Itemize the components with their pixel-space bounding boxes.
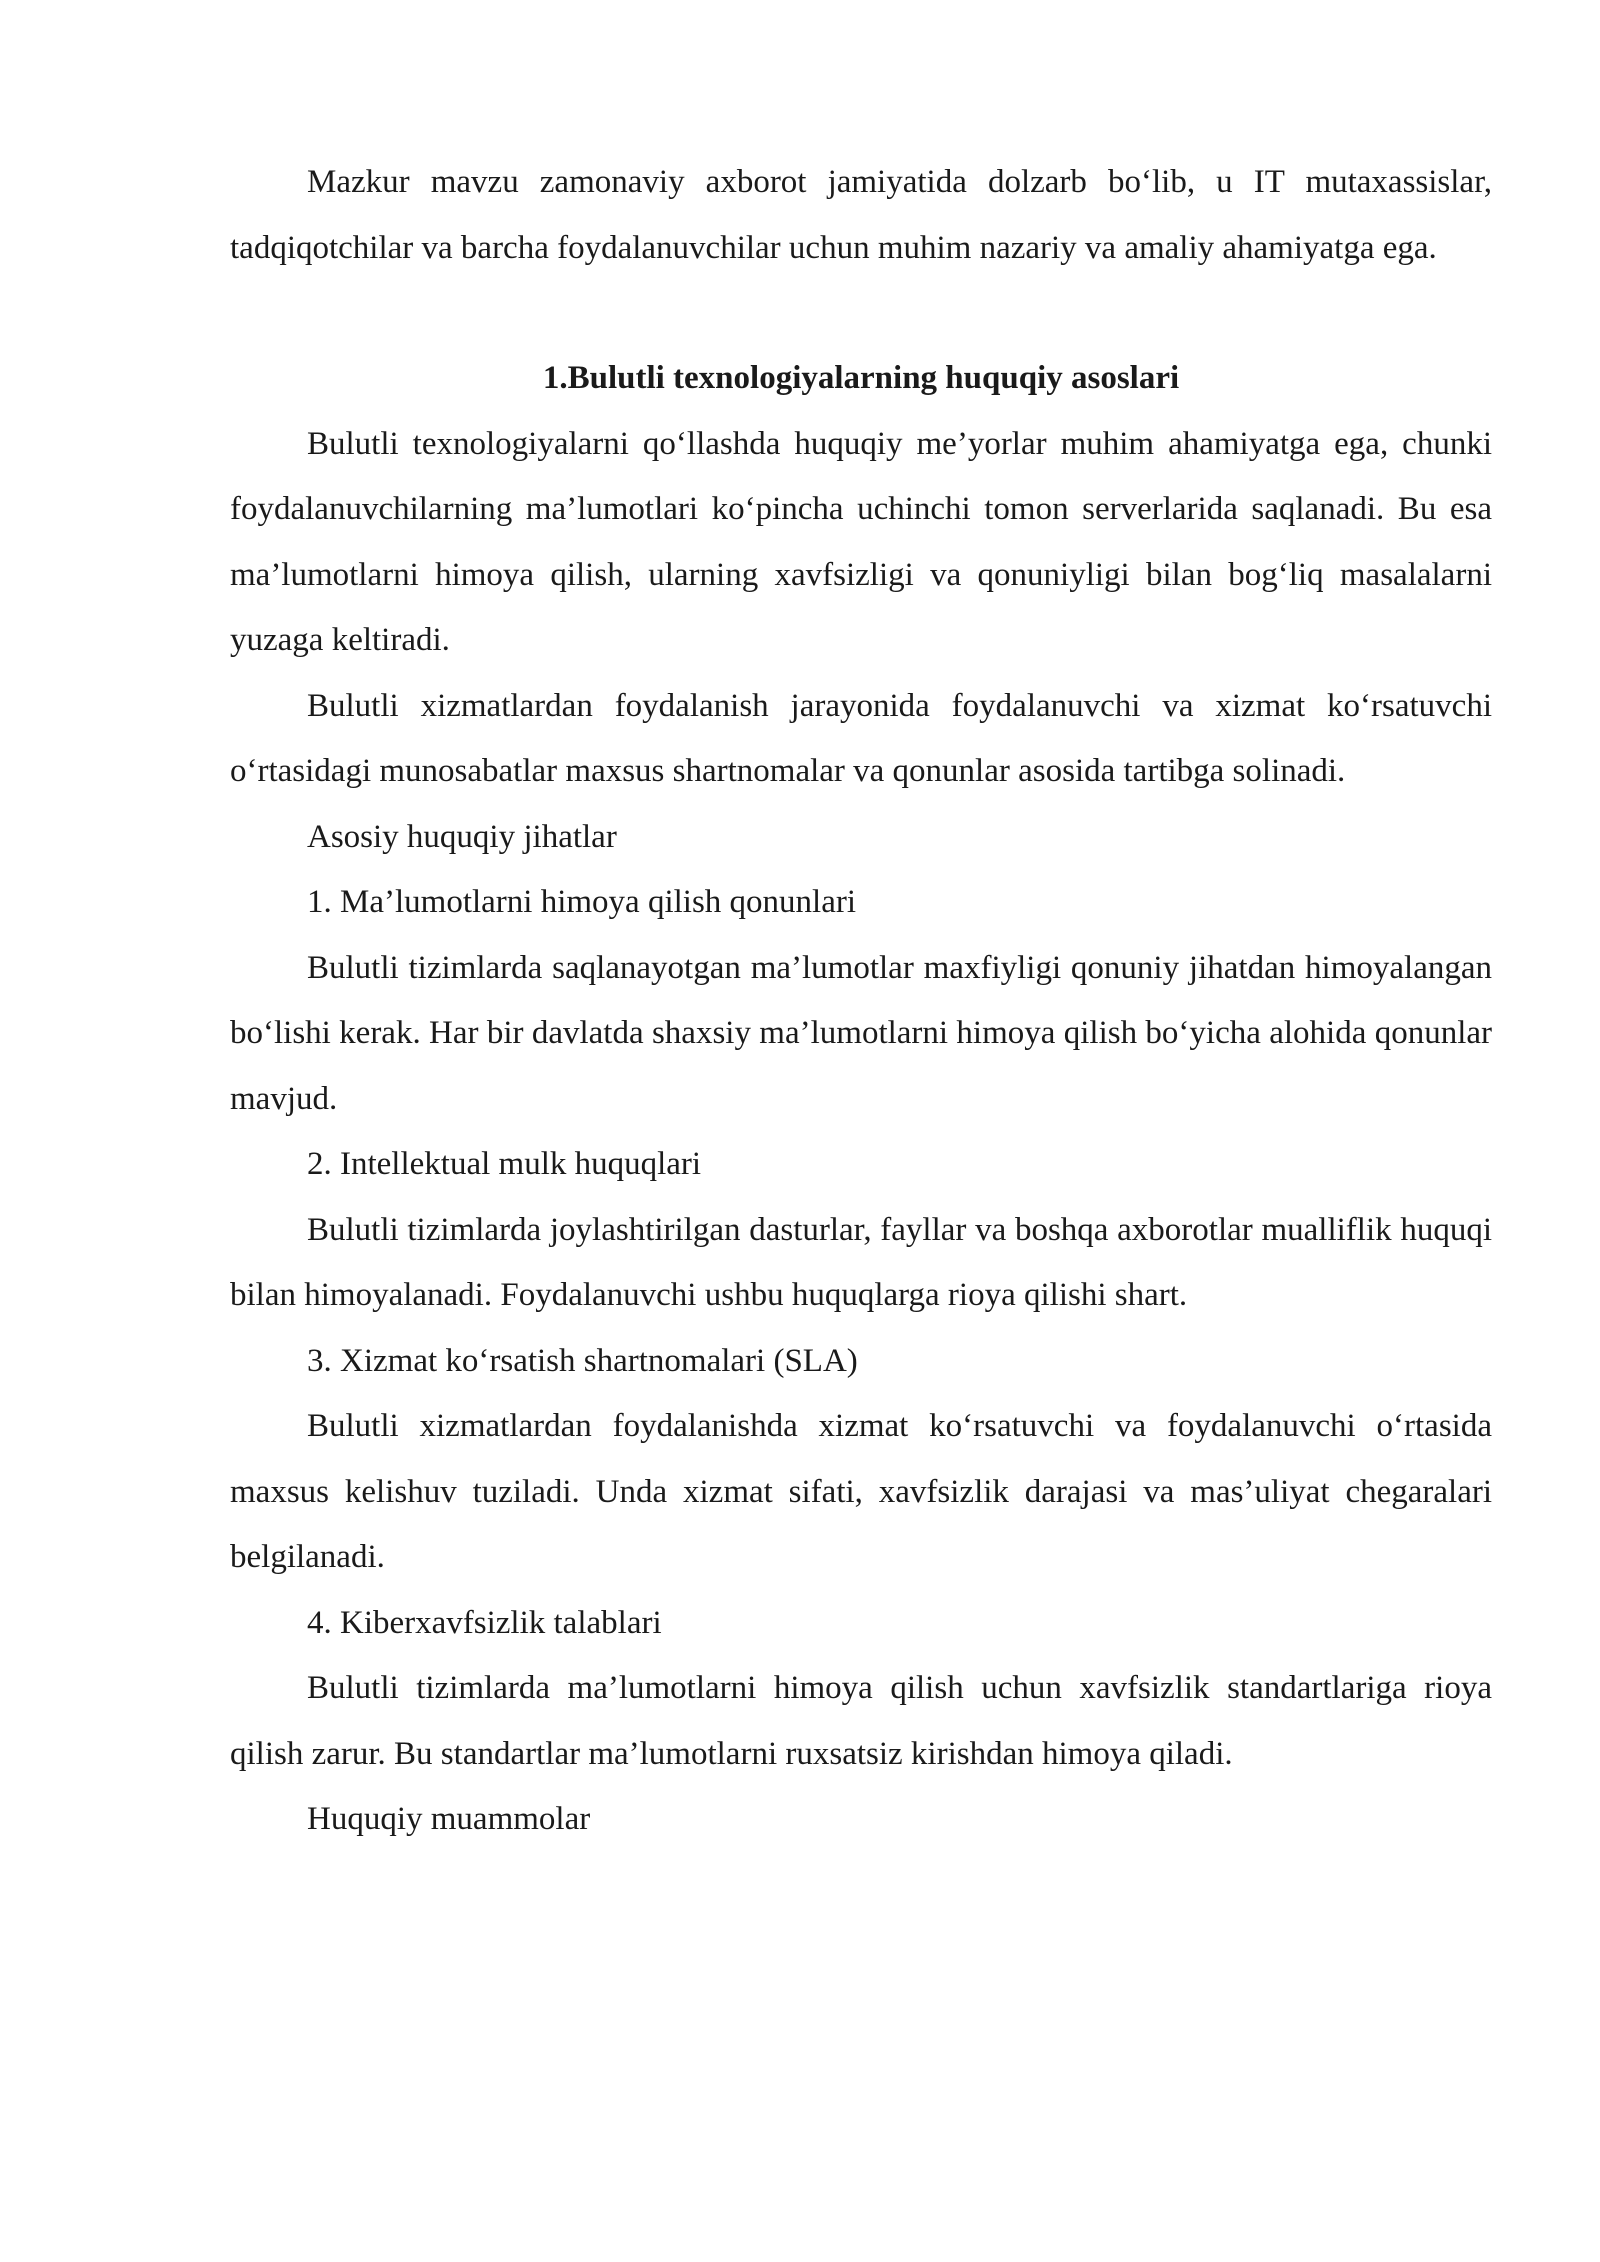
section-paragraph-1: Bulutli texnologiyalarni qo‘llashda huquqiy me’yorlar muhim ahamiyatga ega, chunki foydalanuvchilarning ma’lumotlari ko‘pincha uchinchi tomon serverlarida saqlanadi. Bu esa ma’lumotlarni himoya qilish, ularning xavfsizligi va qonuniyligi bilan bog‘liq masalalarni yuzaga keltiradi. (230, 425, 1492, 658)
item-body-1: Bulutli tizimlarda saqlanayotgan ma’lumotlar maxfiyligi qonuniy jihatdan himoyalangan bo‘lishi kerak. Har bir davlatda shaxsiy ma’lumotlarni himoya qilish bo‘yicha alohida qonunlar mavjud. (230, 949, 1492, 1117)
item-body-4: Bulutli tizimlarda ma’lumotlarni himoya qilish uchun xavfsizlik standartlariga rioya qilish zarur. Bu standartlar ma’lumotlarni ruxsatsiz kirishdan himoya qiladi. (230, 1670, 1492, 1772)
spacer (230, 281, 1492, 346)
section-paragraph-2: Bulutli xizmatlardan foydalanish jarayonida foydalanuvchi va xizmat ko‘rsatuvchi o‘rtasidagi munosabatlar maxsus shartnomalar va qonunlar asosida tartibga solinadi. (230, 687, 1492, 789)
item-body-3: Bulutli xizmatlardan foydalanishda xizmat ko‘rsatuvchi va foydalanuvchi o‘rtasida maxsus kelishuv tuziladi. Unda xizmat sifati, xavfsizlik darajasi va mas’uliyat chegaralari belgilanadi. (230, 1408, 1492, 1575)
item-title-3: 3. Xizmat ko‘rsatish shartnomalari (SLA) (307, 1342, 858, 1379)
item-title-2: 2. Intellektual mulk huquqlari (307, 1146, 702, 1182)
problems-title: Huquqiy muammolar (307, 1801, 591, 1837)
aspects-title: Asosiy huquqiy jihatlar (307, 818, 617, 855)
document-page (230, 150, 1492, 1853)
item-title-4: 4. Kiberxavfsizlik talablari (307, 1604, 662, 1641)
section-heading: 1.Bulutli texnologiyalarning huquqiy asoslari (542, 360, 1180, 396)
item-title-1: 1. Ma’lumotlarni himoya qilish qonunlari (307, 884, 857, 920)
item-body-2: Bulutli tizimlarda joylashtirilgan dasturlar, fayllar va boshqa axborotlar mualliflik huquqi bilan himoyalanadi. Foydalanuvchi ushbu huquqlarga rioya qilishi shart. (230, 1211, 1492, 1313)
intro-paragraph: Mazkur mavzu zamonaviy axborot jamiyatida dolzarb bo‘lib, u IT mutaxassislar, tadqiqotchilar va barcha foydalanuvchilar uchun muhim nazariy va amaliy ahamiyatga ega. (230, 164, 1492, 266)
